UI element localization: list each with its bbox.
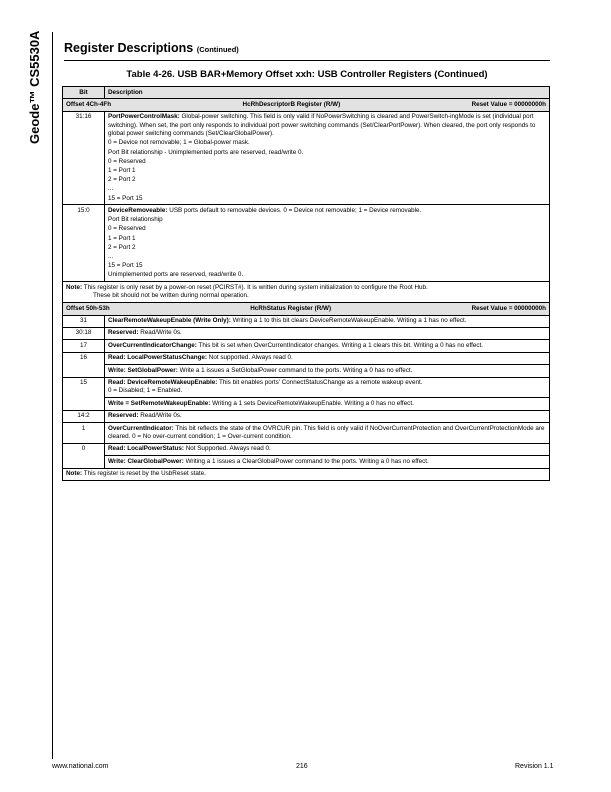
- bit-cell: 15: [63, 377, 105, 410]
- desc-line: 1 = Port 1: [108, 166, 136, 174]
- table-row: [63, 111, 550, 205]
- desc-line: 0 = Reserved: [108, 225, 146, 233]
- register-table: [62, 86, 550, 481]
- bit-cell: 14:2: [63, 410, 105, 422]
- section-heading: [64, 41, 239, 55]
- desc-line: Port Bit relationship: [108, 216, 163, 224]
- vertical-divider: [52, 32, 53, 759]
- bit-cell: 1: [63, 423, 105, 444]
- side-title: Geode™ CS5530A: [27, 30, 42, 144]
- write-field-text: Writing a 1 sets DeviceRemoteWakeupEnable. Writing a 0 has no effect.: [212, 399, 414, 407]
- field-name: Reserved:: [108, 412, 139, 420]
- bit-cell: 0: [63, 443, 105, 468]
- desc-line: 0 = Device not removable; 1 = Global-power mask.: [108, 139, 250, 147]
- note-text: This register is reset by the UsbReset state.: [83, 470, 206, 478]
- field-name: OverCurrentIndicatorChange:: [108, 341, 197, 349]
- read-field-text: Not Supported. Always read 0.: [185, 445, 271, 453]
- field-text: USB ports default to removable devices. 0 = Device not removable; 1 = Device removable.: [169, 206, 422, 214]
- note-text: This register is only reset by a power-on reset (PCIRST#). It is written during system initialization to configure the Root Hub.: [83, 283, 428, 291]
- desc-line: ...: [108, 252, 114, 260]
- description-cell: [105, 377, 550, 410]
- field-text: Read/Write 0s.: [140, 412, 182, 420]
- register-name: HcRhDescriptorB Register (R/W): [242, 100, 341, 108]
- table-row: [63, 315, 550, 327]
- note-label: Note:: [66, 470, 83, 478]
- note-row: [63, 468, 550, 480]
- table-row: [63, 352, 550, 377]
- description-cell: [105, 410, 550, 422]
- table-caption: Table 4-26. USB BAR+Memory Offset xxh: USB Controller Registers (Continued): [126, 69, 488, 80]
- description-cell: [105, 423, 550, 444]
- table-row: [63, 205, 550, 282]
- reset-value: Reset Value = 00000000h: [471, 100, 546, 108]
- field-name: ClearRemoteWakeupEnable (Write Only):: [108, 317, 231, 324]
- read-field-text: This bit enables ports' ConnectStatusChange as a remote wakeup event.: [218, 379, 423, 387]
- write-field-name: Write = SetRemoteWakeupEnable:: [108, 399, 211, 407]
- bit-cell: 30:18: [63, 327, 105, 339]
- table-row: [63, 377, 550, 410]
- table-row: [63, 327, 550, 339]
- bit-cell: 15:0: [63, 205, 105, 282]
- write-field-name: Write: ClearGlobalPower:: [108, 457, 184, 465]
- note-text: These bit should not be written during normal operation.: [93, 292, 249, 300]
- read-field-name: Read: LocalPowerStatus:: [108, 445, 184, 453]
- desc-line: 1 = Port 1: [108, 234, 136, 242]
- desc-line: 15 = Port 15: [108, 194, 143, 202]
- read-field-text: Not supported. Always read 0.: [208, 354, 293, 362]
- heading-divider: [64, 60, 550, 61]
- table-row: [63, 340, 550, 352]
- header-description: Description: [105, 87, 550, 99]
- section-continued: (Continued): [196, 45, 239, 54]
- section-title: Register Descriptions: [64, 41, 194, 55]
- field-text: This bit reflects the state of the OVRCUR pin. This field is only valid if NoOverCurrentProtection and OverCurrentProtectionMode are cleared. 0 = No over-current condition; 1 = Over-current condition.: [108, 424, 545, 441]
- field-text: Read/Write 0s.: [140, 329, 182, 337]
- footer-website: www.national.com: [52, 763, 109, 770]
- read-field-name: Read: DeviceRemoteWakeupEnable:: [108, 379, 218, 387]
- field-name: Reserved:: [108, 329, 139, 337]
- description-cell: [105, 205, 550, 282]
- note-row: [63, 282, 550, 303]
- register-name: HcRhStatus Register (R/W): [250, 304, 332, 312]
- desc-line: Port Bit relationship - Unimplemented ports are reserved, read/write 0.: [108, 148, 304, 156]
- desc-line: 2 = Port 2: [108, 243, 136, 251]
- footer-revision: Revision 1.1: [515, 763, 554, 770]
- offset-label: Offset 4Ch-4Fh: [66, 100, 112, 108]
- bit-cell: 31:16: [63, 111, 105, 205]
- bit-cell: 16: [63, 352, 105, 377]
- table-row: [63, 423, 550, 444]
- desc-line: Unimplemented ports are reserved, read/write 0.: [108, 271, 244, 279]
- footer-page-number: 216: [296, 763, 308, 770]
- desc-line: 15 = Port 15: [108, 262, 143, 270]
- desc-line: 2 = Port 2: [108, 176, 136, 184]
- desc-line: ...: [108, 185, 114, 193]
- description-cell: [105, 315, 550, 327]
- write-field-text: Write a 1 issues a SetGlobalPower command to the ports. Writing a 0 has no effect.: [179, 366, 413, 374]
- write-field-text: Writing a 1 issues a ClearGlobalPower command to the ports. Writing a 0 has no effect.: [185, 457, 429, 465]
- description-cell: [105, 352, 550, 377]
- field-text: Global-power switching. This field is only valid if NoPowerSwitching is cleared and PowerSwitch-ingMode is set (individual port switching). When set, the port only responds to individual port power switching commands (Set/ClearPortPower). When cleared, the port only responds to global power switching commands (Set/ClearGlobalPower).: [108, 113, 536, 138]
- field-name: PortPowerControlMask:: [108, 113, 180, 121]
- description-cell: [105, 111, 550, 205]
- field-name: DeviceRemoveable:: [108, 206, 168, 214]
- offset-label: Offset 50h-53h: [66, 304, 110, 312]
- offset-row: [63, 303, 550, 315]
- bit-cell: 31: [63, 315, 105, 327]
- field-text: This bit is set when OverCurrentIndicator changes. Writing a 1 clears this bit. Writing a 0 has no effect.: [198, 341, 484, 349]
- note-label: Note:: [66, 283, 83, 291]
- bit-cell: 17: [63, 340, 105, 352]
- description-cell: [105, 443, 550, 468]
- offset-row: [63, 99, 550, 111]
- read-field-line: 0 = Disabled; 1 = Enabled.: [108, 387, 183, 395]
- field-name: OverCurrentIndicator:: [108, 424, 174, 432]
- table-header-row: [63, 87, 550, 99]
- table-row: [63, 410, 550, 422]
- description-cell: [105, 327, 550, 339]
- field-text: Writing a 1 to this bit clears DeviceRemoteWakeupEnable. Writing a 1 has no effect.: [232, 317, 467, 324]
- write-field-name: Write: SetGlobalPower:: [108, 366, 178, 374]
- read-field-name: Read: LocalPowerStatusChange:: [108, 354, 208, 362]
- desc-line: 0 = Reserved: [108, 157, 146, 165]
- table-row: [63, 443, 550, 468]
- reset-value: Reset Value = 00000000h: [471, 304, 546, 312]
- description-cell: [105, 340, 550, 352]
- header-bit: Bit: [63, 87, 105, 99]
